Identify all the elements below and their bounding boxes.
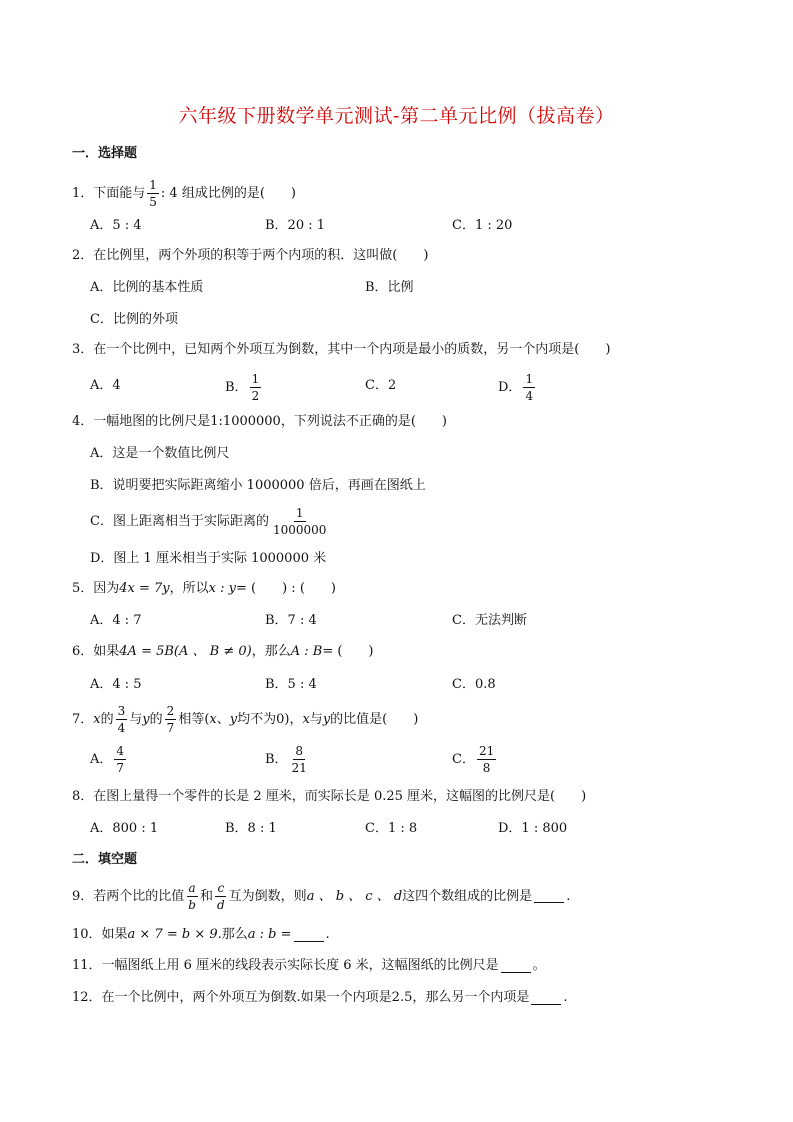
fraction-numerator: 1 [251,372,260,386]
fraction-denominator: 7 [116,761,125,775]
q8-option-b[interactable]: B．8 : 1 [225,821,277,836]
question-9-end: . [566,888,571,904]
q7-option-a-label: A． [90,751,113,767]
q4-option-c[interactable] [90,506,330,537]
q6-option-c[interactable]: C．0.8 [452,677,496,692]
question-10-end: . [325,927,330,942]
answer-blank[interactable] [531,992,561,1005]
q3-option-d-fraction [523,372,535,403]
question-6-ratio: A : B [290,644,323,659]
q7-option-c[interactable] [452,744,498,775]
section-choice-heading: 一．选择题 [72,146,138,161]
q8-option-d[interactable]: D．1 : 800 [498,821,568,836]
answer-blank[interactable] [534,890,564,903]
fraction-denominator: 4 [525,389,534,403]
question-7-number: 7． [72,711,94,727]
question-7-text: 、 [216,711,230,727]
question-7-text: 均不为0)， [237,711,303,727]
q3-option-d[interactable] [498,372,537,403]
question-10-equation: a × 7 = b × 9. [127,927,222,942]
question-5-middle: ，所以 [169,581,209,596]
fraction-numerator: a [188,881,196,895]
question-5-equation: 4x = 7y [119,581,170,596]
q1-option-b[interactable]: B．20 : 1 [265,218,326,233]
question-12 [72,990,568,1006]
question-1-fraction [147,178,159,209]
variable-x: x [209,711,217,727]
q7-option-b-fraction [290,744,309,775]
q1-option-a[interactable]: A．5 : 4 [90,218,142,233]
fraction-denominator: 1000000 [272,523,327,537]
question-4: 4．一幅地图的比例尺是1:1000000，下列说法不正确的是( ) [72,414,447,429]
question-6-equation: 4A = 5B(A 、 B ≠ 0) [119,644,252,659]
fraction-numerator: 4 [116,744,125,758]
question-11-end: 。 [532,958,546,973]
fraction-numerator: 2 [166,704,175,718]
q2-option-c[interactable]: C．比例的外项 [90,312,178,327]
question-5 [72,581,336,597]
question-7-text: 的 [100,711,114,727]
question-9-text: 这四个数组成的比例是 [402,888,533,904]
question-10-prefix: 10．如果 [72,927,128,942]
q7-option-b-label: B． [265,751,288,767]
question-1 [72,178,296,209]
fraction-denominator: b [188,898,196,912]
question-11 [72,958,546,974]
fraction-denominator: d [216,898,225,912]
variable-y: y [229,711,238,727]
question-10-middle: 那么 [221,927,248,942]
question-7-fraction-1 [116,704,128,735]
question-9-text: 和 [199,888,213,904]
variable-y: y [142,711,150,727]
q2-option-a[interactable]: A．比例的基本性质 [90,280,204,295]
q5-option-a[interactable]: A．4 : 7 [90,613,142,628]
q7-option-c-label: C． [452,751,475,767]
q6-option-b[interactable]: B．5 : 4 [265,677,317,692]
variable-y: y [322,711,331,727]
fraction-denominator: 4 [117,721,126,735]
question-9-text: 互为倒数，则 [228,888,307,904]
q3-option-d-label: D． [498,379,522,395]
question-5-suffix: = ( ) : ( ) [236,581,336,596]
question-7-text: 与 [309,711,323,727]
q7-option-b[interactable] [265,744,311,775]
fraction-numerator: 1 [295,506,304,520]
q7-option-c-fraction [477,744,496,775]
question-7-fraction-2 [165,704,177,735]
question-6 [72,644,373,660]
question-7-text: 与 [129,711,143,727]
q4-option-d[interactable]: D．图上 1 厘米相当于实际 1000000 米 [90,551,327,566]
q7-option-a-fraction [114,744,126,775]
fraction-numerator: 8 [295,744,304,758]
question-1-prefix: 1．下面能与 [72,185,146,201]
fraction-denominator: 2 [251,389,260,403]
question-9-fraction-1 [186,881,198,912]
question-9-variables: a 、 b 、 c 、 d [306,888,403,904]
page-title: 六年级下册数学单元测试-第二单元比例（拔高卷） [178,105,615,127]
q4-option-c-text: C．图上距离相当于实际距离的 [90,513,269,529]
question-10-ratio: a : b = [247,927,292,942]
q2-option-b[interactable]: B．比例 [365,280,414,295]
question-7 [72,704,418,735]
question-12-end: . [563,990,568,1005]
q5-option-c[interactable]: C．无法判断 [452,613,527,628]
question-5-ratio: x : y [208,581,236,596]
q4-option-b[interactable]: B．说明要把实际距离缩小 1000000 倍后，再画在图纸上 [90,478,426,493]
fraction-numerator: c [217,881,225,895]
question-3: 3．在一个比例中，已知两个外项互为倒数，其中一个内项是最小的质数，另一个内项是( ) [72,342,611,357]
question-6-middle: ，那么 [251,644,291,659]
fraction-numerator: 21 [478,744,495,758]
q7-option-a[interactable] [90,744,128,775]
question-6-suffix: = ( ) [322,644,374,659]
q6-option-a[interactable]: A．4 : 5 [90,677,142,692]
question-12-text: 12．在一个比例中，两个外项互为倒数.如果一个内项是2.5，那么另一个内项是 [72,990,530,1005]
question-5-prefix: 5．因为 [72,581,120,596]
q4-option-a[interactable]: A．这是一个数值比例尺 [90,446,230,461]
question-6-prefix: 6．如果 [72,644,120,659]
question-10 [72,927,330,943]
fraction-numerator: 3 [117,704,126,718]
question-9-fraction-2 [215,881,227,912]
question-8: 8．在图上量得一个零件的长是 2 厘米，而实际长是 0.25 厘米，这幅图的比例尺是( ) [72,789,587,804]
answer-blank[interactable] [501,960,531,973]
variable-x: x [93,711,101,727]
q4-option-c-fraction [271,506,328,537]
question-9-prefix: 9．若两个比的比值 [72,888,185,904]
q3-option-b-label: B． [225,379,248,395]
question-7-text: 的 [149,711,163,727]
fraction-denominator: 7 [166,721,175,735]
question-7-text: 的比值是( ) [330,711,419,727]
fraction-denominator: 21 [291,761,307,775]
fraction-numerator: 1 [149,178,157,192]
q3-option-c[interactable]: C．2 [365,378,397,393]
answer-blank[interactable] [294,929,324,942]
q3-option-a[interactable]: A．4 [90,378,121,393]
question-11-text: 11．一幅图纸上用 6 厘米的线段表示实际长度 6 米，这幅图纸的比例尺是 [72,958,499,973]
q8-option-a[interactable]: A．800 : 1 [90,821,159,836]
question-7-text: 相等( [178,711,210,727]
fraction-denominator: 8 [482,761,491,775]
q8-option-c[interactable]: C．1 : 8 [365,821,418,836]
question-1-suffix: : 4 组成比例的是( ) [160,185,296,201]
fraction-denominator: 5 [149,195,157,209]
variable-x: x [302,711,310,727]
question-9 [72,881,570,912]
q5-option-b[interactable]: B．7 : 4 [265,613,317,628]
q1-option-c[interactable]: C．1 : 20 [452,218,513,233]
q3-option-b-fraction [250,372,262,403]
fraction-numerator: 1 [525,372,534,386]
q3-option-b[interactable] [225,372,263,403]
question-2: 2．在比例里，两个外项的积等于两个内项的积．这叫做( ) [72,248,429,263]
section-fill-heading: 二．填空题 [72,852,138,867]
